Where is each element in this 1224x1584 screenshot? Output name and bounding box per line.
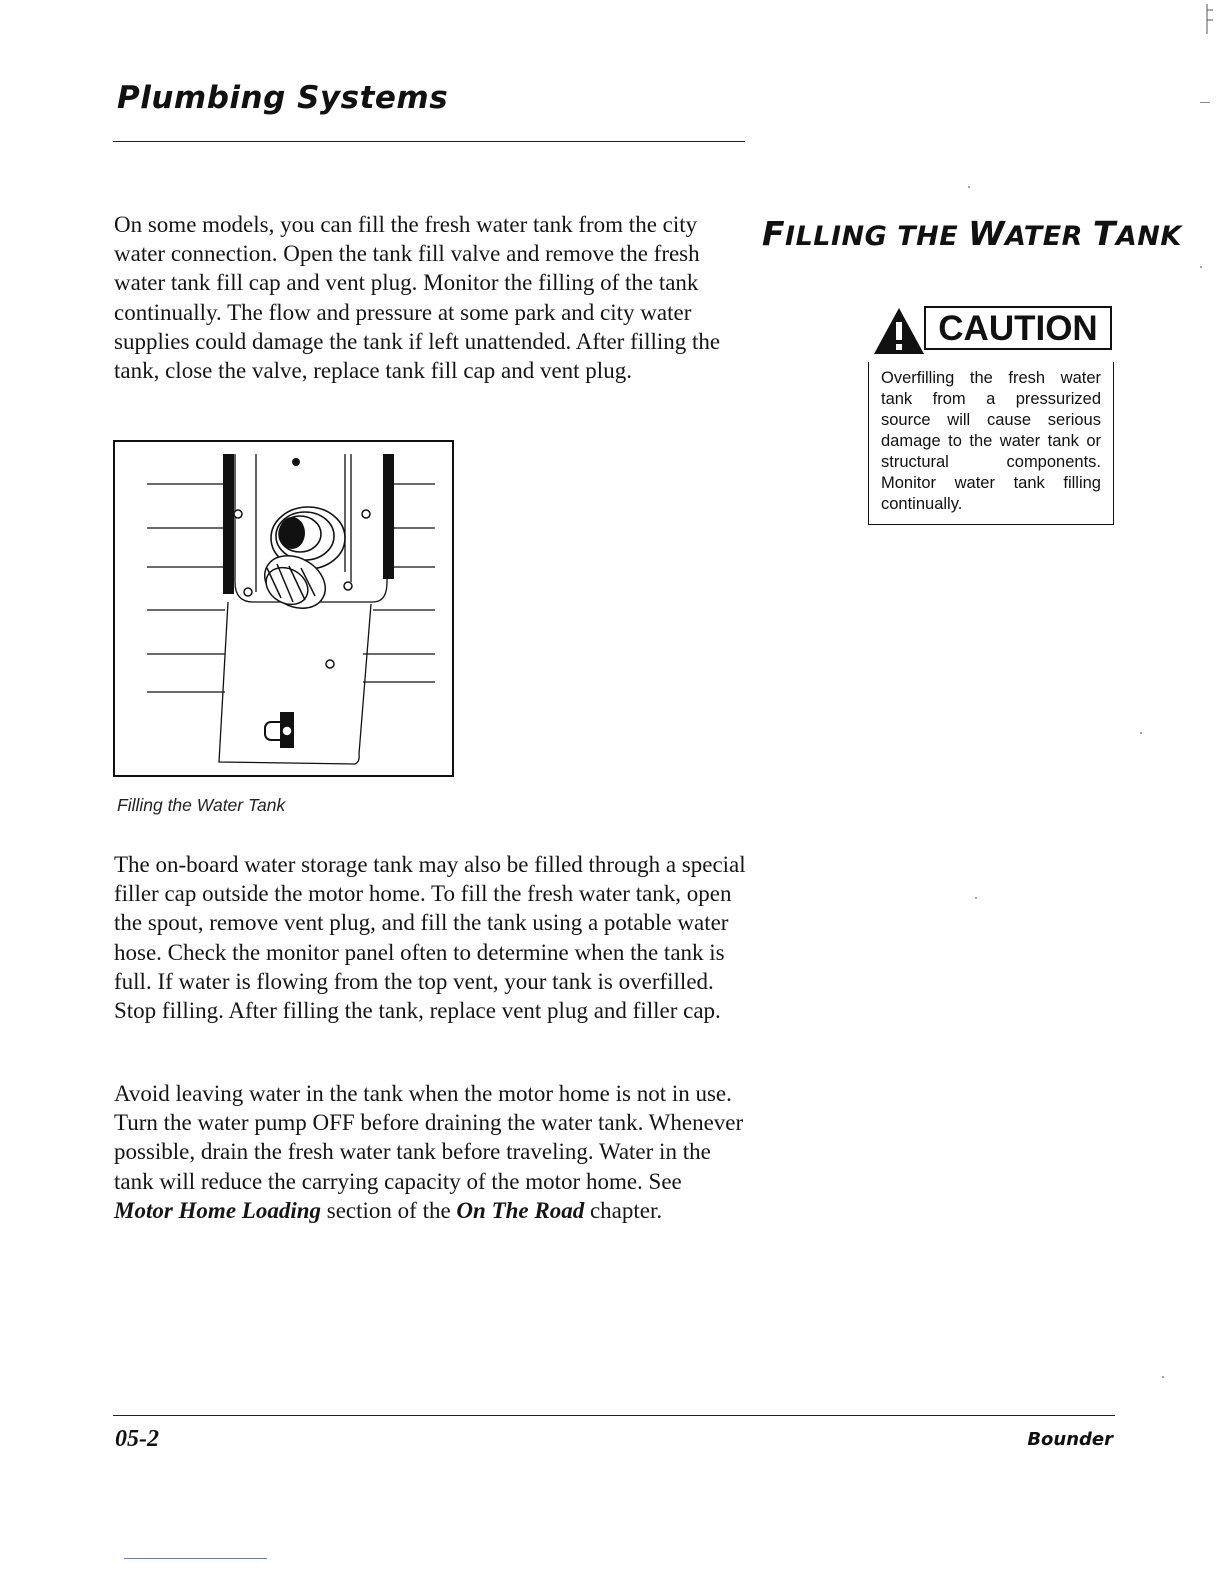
draining-paragraph <box>114 1079 746 1225</box>
section-title: Plumbing Systems <box>117 80 449 116</box>
bottom-accent-rule <box>124 1558 267 1559</box>
footer-divider <box>113 1415 1115 1416</box>
caution-notice <box>866 306 1114 525</box>
caution-label: CAUTION <box>924 306 1112 350</box>
filler-cap-paragraph: The on-board water storage tank may also be filled through a special filler cap outside the motor home. To fill the fresh water tank, open the spout, remove vent plug, and fill the tank using a potable water hose. Check the monitor panel often to determine when the tank is full. If water is flowing from the top vent, your tank is overfilled. Stop filling. After filling the tank, replace vent plug and filler cap. <box>114 852 746 1024</box>
water-tank-illustration <box>113 440 454 777</box>
draining-text-start: Avoid leaving water in the tank when the motor home is not in use. Turn the water pump OFF before draining the water tank. Whenever possible, drain the fresh water tank before traveling. Water in the tank will reduce the carrying capacity of the motor home. See <box>114 1081 744 1194</box>
caution-text: Overfilling the fresh water tank from a pressurized source will cause serious damage to the water tank or structural components. Monitor water tank filling continually. <box>868 362 1114 525</box>
draining-text-end: chapter. <box>584 1197 663 1223</box>
header-divider <box>113 141 745 142</box>
water-tank-drawing <box>115 442 456 779</box>
scan-speck <box>968 186 970 188</box>
warning-triangle-icon <box>870 306 926 356</box>
scan-mark <box>1200 102 1210 103</box>
footer-brand: Bounder <box>1027 1429 1113 1450</box>
scan-speck <box>1200 266 1202 268</box>
page-edge-mark <box>1205 4 1215 34</box>
on-the-road-reference: On The Road <box>456 1197 585 1223</box>
intro-paragraph: On some models, you can fill the fresh water tank from the city water connection. Open the tank fill valve and remove the fresh water tank fill cap and vent plug. Monitor the filling of the tank continually. The flow and pressure at some park and city water supplies could damage the tank if left unattended. After filling the tank, close the valve, replace tank fill cap and vent plug. <box>114 212 721 384</box>
scan-speck <box>1162 1376 1164 1378</box>
figure-caption: Filling the Water Tank <box>117 795 286 815</box>
scan-speck <box>1140 732 1142 734</box>
filling-water-tank-heading: FILLING THE WATER TANK <box>762 214 1182 253</box>
motor-home-loading-reference: Motor Home Loading <box>114 1197 322 1223</box>
page-number: 05-2 <box>115 1426 159 1452</box>
draining-text-middle: section of the <box>321 1197 457 1223</box>
scan-speck <box>975 897 977 899</box>
